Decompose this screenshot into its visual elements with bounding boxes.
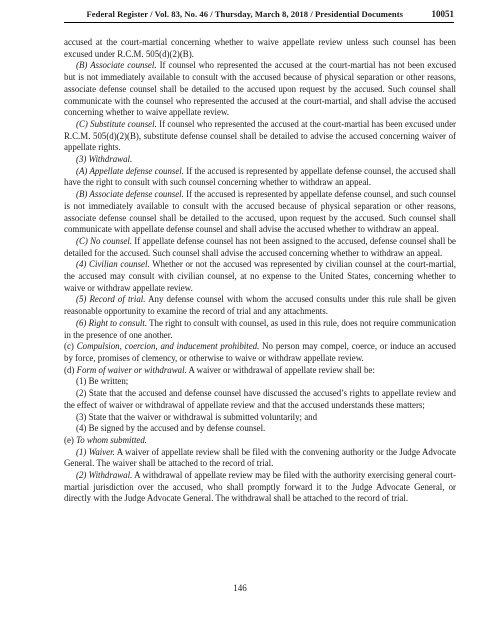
paragraph: (2) Withdrawal. A withdrawal of appellate review may be filed with the authority exercising general court-martial jurisdiction over the accused, who shall promptly forward it to the Judge Advocate General, or directly with the Judge Advocate General. The withdrawal shall be attached to the record of trial. [64, 470, 456, 504]
paragraph: (d) Form of waiver or withdrawal. A waiver or withdrawal of appellate review shall be: [64, 364, 375, 375]
paragraph: (4) Civilian counsel. Whether or not the accused was represented by civilian counsel at the court-martial, the accused may consult with civilian counsel, at no expense to the United States, concerning whether to waive or withdraw appellate review. [64, 259, 456, 293]
page-footer-number: 146 [233, 583, 247, 593]
header-title: Federal Register / Vol. 83, No. 46 / Thursday, March 8, 2018 / Presidential Documents [86, 9, 404, 19]
subsection-heading: (3) Withdrawal. [76, 154, 133, 165]
header-page-number: 10051 [431, 9, 454, 19]
paragraph: (A) Appellate defense counsel. If the accused is represented by appellate defense counsel, the accused shall have the right to consult with such counsel concerning whether to withdraw an appeal. [64, 165, 457, 188]
paragraph: (6) Right to consult. The right to consult with counsel, as used in this rule, does not require communication in the presence of one another. [64, 317, 456, 340]
paragraph: (B) Associate counsel. If counsel who represented the accused at the court-martial has not been excused but is not immediately available to consult with the accused because of physical separation or other reasons, associate defense counsel shall be detailed to the accused upon request by the accused. Such counsel shall communicate with the counsel who represented the accused at the court-martial, and shall advise the accused concerning whether to waive appellate review. [64, 60, 457, 118]
document-body [64, 37, 456, 505]
list-item: (2) State that the accused and defense counsel have discussed the accused’s rights to appellate review and the effect of waiver or withdrawal of appellate review and that the accused understands these matters; [64, 388, 456, 410]
paragraph: (e) To whom submitted. [64, 434, 148, 445]
paragraph: (1) Waiver. A waiver of appellate review shall be filed with the convening authority or the Judge Advocate General. The waiver shall be attached to the record of trial. [64, 446, 456, 469]
paragraph: (B) Associate defense counsel. If the accused is represented by appellate defense counsel, and such counsel is not immediately available to consult with the accused because of physical separation or other reasons, associate defense counsel shall be detailed to the accused, upon request by the accused. Such counsel shall communicate with appellate defense counsel and shall advise the accused whether to withdraw an appeal. [64, 189, 456, 235]
paragraph: (C) Substitute counsel. If counsel who represented the accused at the court-martial has been excused under R.C.M. 505(d)(2)(B), substitute defense counsel shall be detailed to advise the accused concerning waiver of appellate rights. [64, 118, 456, 153]
paragraph: (5) Record of trial. Any defense counsel with whom the accused consults under this rule shall be given reasonable opportunity to examine the record of trial and any attachments. [64, 294, 456, 317]
page-header [64, 9, 454, 23]
list-item: (1) Be written; [76, 376, 129, 387]
paragraph: (c) Compulsion, coercion, and inducement prohibited. No person may compel, coerce, or induce an accused by force, promises of clemency, or otherwise to waive or withdraw appellate review. [64, 341, 456, 363]
list-item: (3) State that the waiver or withdrawal is submitted voluntarily; and [76, 411, 318, 422]
paragraph: accused at the court-martial concerning whether to waive appellate review unless such counsel has been excused under R.C.M. 505(d)(2)(B). [64, 37, 456, 59]
list-item: (4) Be signed by the accused and by defense counsel. [76, 423, 266, 434]
paragraph: (C) No counsel. If appellate defense counsel has not been assigned to the accused, defense counsel shall be detailed for the accused. Such counsel shall advise the accused concerning whether to withdraw an appeal. [64, 235, 456, 258]
